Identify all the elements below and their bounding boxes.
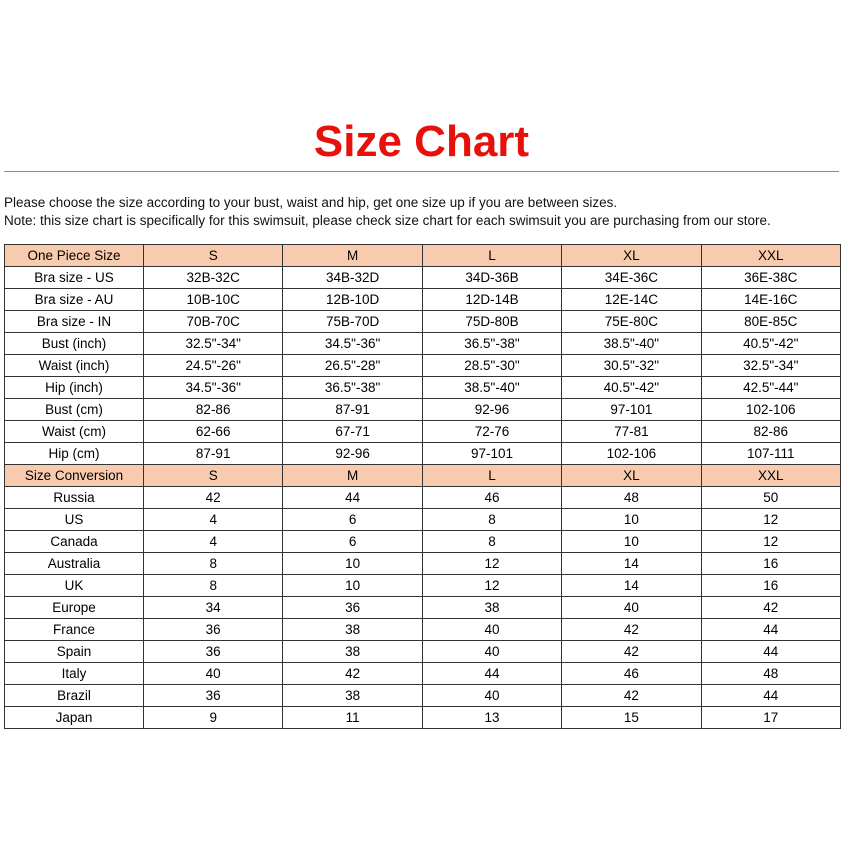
- table-cell: 44: [283, 487, 422, 509]
- table-cell: 32.5"-34": [144, 333, 283, 355]
- table-cell: 26.5"-28": [283, 355, 422, 377]
- table-cell: 24.5"-26": [144, 355, 283, 377]
- table-cell: 62-66: [144, 421, 283, 443]
- table-cell: 92-96: [283, 443, 422, 465]
- table-cell: 87-91: [144, 443, 283, 465]
- table-cell: 102-106: [562, 443, 701, 465]
- table-cell: 75D-80B: [422, 311, 561, 333]
- table-cell: 38: [422, 597, 561, 619]
- page-title: Size Chart: [313, 117, 530, 166]
- size-header-cell: L: [422, 465, 561, 487]
- table-row: [5, 333, 841, 355]
- table-row: [5, 487, 841, 509]
- table-cell: 4: [144, 509, 283, 531]
- table-cell: 40: [422, 641, 561, 663]
- row-label-cell: Waist (inch): [5, 355, 144, 377]
- table-cell: 87-91: [283, 399, 422, 421]
- table-cell: 40.5"-42": [562, 377, 701, 399]
- table-row: [5, 289, 841, 311]
- table-cell: 38: [283, 685, 422, 707]
- size-header-cell: XXL: [701, 465, 840, 487]
- table-cell: 9: [144, 707, 283, 729]
- table-cell: 10: [283, 553, 422, 575]
- table-cell: 42: [562, 619, 701, 641]
- table-cell: 14: [562, 575, 701, 597]
- table-row: [5, 663, 841, 685]
- table-cell: 36.5"-38": [283, 377, 422, 399]
- table-cell: 42: [562, 685, 701, 707]
- row-label-cell: Hip (inch): [5, 377, 144, 399]
- table-row: [5, 685, 841, 707]
- table-cell: 48: [701, 663, 840, 685]
- table-cell: 12E-14C: [562, 289, 701, 311]
- row-label-cell: Italy: [5, 663, 144, 685]
- table-cell: 34B-32D: [283, 267, 422, 289]
- table-cell: 40.5"-42": [701, 333, 840, 355]
- row-label-cell: One Piece Size: [5, 245, 144, 267]
- table-cell: 34: [144, 597, 283, 619]
- table-cell: 12: [422, 553, 561, 575]
- row-label-cell: US: [5, 509, 144, 531]
- table-cell: 97-101: [422, 443, 561, 465]
- table-cell: 38.5"-40": [422, 377, 561, 399]
- measurement-header-row: [5, 245, 841, 267]
- size-header-cell: S: [144, 245, 283, 267]
- table-cell: 13: [422, 707, 561, 729]
- row-label-cell: Japan: [5, 707, 144, 729]
- table-row: [5, 377, 841, 399]
- table-cell: 107-111: [701, 443, 840, 465]
- size-header-cell: M: [283, 465, 422, 487]
- table-cell: 10B-10C: [144, 289, 283, 311]
- table-cell: 16: [701, 553, 840, 575]
- table-row: [5, 509, 841, 531]
- table-row: [5, 707, 841, 729]
- table-cell: 12D-14B: [422, 289, 561, 311]
- table-cell: 36: [144, 641, 283, 663]
- table-cell: 44: [701, 641, 840, 663]
- table-cell: 40: [422, 619, 561, 641]
- table-cell: 44: [701, 685, 840, 707]
- table-cell: 44: [422, 663, 561, 685]
- row-label-cell: Russia: [5, 487, 144, 509]
- size-advice-text: Please choose the size according to your bust, waist and hip, get one size up if you are between sizes.: [4, 195, 618, 210]
- table-cell: 6: [283, 509, 422, 531]
- row-label-cell: France: [5, 619, 144, 641]
- table-cell: 75E-80C: [562, 311, 701, 333]
- table-cell: 42: [562, 641, 701, 663]
- table-row: [5, 443, 841, 465]
- table-cell: 42: [701, 597, 840, 619]
- table-cell: 11: [283, 707, 422, 729]
- table-cell: 38: [283, 619, 422, 641]
- row-label-cell: Bra size - IN: [5, 311, 144, 333]
- table-cell: 8: [422, 531, 561, 553]
- size-notes: [4, 194, 839, 230]
- table-cell: 30.5"-32": [562, 355, 701, 377]
- table-cell: 77-81: [562, 421, 701, 443]
- table-cell: 40: [144, 663, 283, 685]
- table-cell: 50: [701, 487, 840, 509]
- row-label-cell: Europe: [5, 597, 144, 619]
- size-header-cell: XL: [562, 465, 701, 487]
- table-cell: 38.5"-40": [562, 333, 701, 355]
- table-cell: 16: [701, 575, 840, 597]
- size-header-cell: XXL: [701, 245, 840, 267]
- table-row: [5, 421, 841, 443]
- row-label-cell: Canada: [5, 531, 144, 553]
- table-cell: 38: [283, 641, 422, 663]
- table-cell: 14E-16C: [701, 289, 840, 311]
- table-cell: 17: [701, 707, 840, 729]
- table-cell: 102-106: [701, 399, 840, 421]
- table-cell: 46: [422, 487, 561, 509]
- size-header-cell: S: [144, 465, 283, 487]
- table-row: [5, 597, 841, 619]
- row-label-cell: Size Conversion: [5, 465, 144, 487]
- table-cell: 4: [144, 531, 283, 553]
- table-cell: 72-76: [422, 421, 561, 443]
- size-chart-note-text: Note: this size chart is specifically for this swimsuit, please check size chart for each swimsuit you are purchasing from our store.: [4, 213, 771, 228]
- table-cell: 48: [562, 487, 701, 509]
- table-cell: 10: [562, 531, 701, 553]
- table-cell: 42: [283, 663, 422, 685]
- table-cell: 12: [701, 509, 840, 531]
- table-row: [5, 531, 841, 553]
- table-cell: 40: [422, 685, 561, 707]
- table-cell: 82-86: [144, 399, 283, 421]
- table-cell: 36.5"-38": [422, 333, 561, 355]
- table-cell: 80E-85C: [701, 311, 840, 333]
- table-row: [5, 399, 841, 421]
- size-chart-table: [4, 244, 841, 729]
- table-cell: 92-96: [422, 399, 561, 421]
- row-label-cell: Australia: [5, 553, 144, 575]
- title-divider: [4, 171, 839, 172]
- row-label-cell: Waist (cm): [5, 421, 144, 443]
- table-cell: 10: [283, 575, 422, 597]
- table-cell: 40: [562, 597, 701, 619]
- size-header-cell: L: [422, 245, 561, 267]
- row-label-cell: UK: [5, 575, 144, 597]
- table-cell: 14: [562, 553, 701, 575]
- table-cell: 15: [562, 707, 701, 729]
- size-chart-table-body: [5, 245, 841, 729]
- table-cell: 75B-70D: [283, 311, 422, 333]
- row-label-cell: Bust (cm): [5, 399, 144, 421]
- table-cell: 42.5"-44": [701, 377, 840, 399]
- table-cell: 34E-36C: [562, 267, 701, 289]
- table-cell: 28.5"-30": [422, 355, 561, 377]
- table-cell: 97-101: [562, 399, 701, 421]
- table-row: [5, 575, 841, 597]
- table-cell: 42: [144, 487, 283, 509]
- table-cell: 10: [562, 509, 701, 531]
- table-row: [5, 311, 841, 333]
- table-cell: 8: [144, 575, 283, 597]
- size-header-cell: XL: [562, 245, 701, 267]
- table-row: [5, 553, 841, 575]
- table-cell: 8: [422, 509, 561, 531]
- table-cell: 82-86: [701, 421, 840, 443]
- conversion-header-row: [5, 465, 841, 487]
- table-cell: 32B-32C: [144, 267, 283, 289]
- row-label-cell: Bra size - AU: [5, 289, 144, 311]
- row-label-cell: Spain: [5, 641, 144, 663]
- table-cell: 12: [701, 531, 840, 553]
- row-label-cell: Bust (inch): [5, 333, 144, 355]
- table-row: [5, 641, 841, 663]
- table-cell: 36: [283, 597, 422, 619]
- table-cell: 67-71: [283, 421, 422, 443]
- table-cell: 36E-38C: [701, 267, 840, 289]
- table-row: [5, 355, 841, 377]
- table-cell: 12B-10D: [283, 289, 422, 311]
- table-cell: 32.5"-34": [701, 355, 840, 377]
- table-cell: 36: [144, 619, 283, 641]
- table-cell: 34.5"-36": [283, 333, 422, 355]
- table-cell: 8: [144, 553, 283, 575]
- table-cell: 34D-36B: [422, 267, 561, 289]
- table-cell: 70B-70C: [144, 311, 283, 333]
- row-label-cell: Brazil: [5, 685, 144, 707]
- table-cell: 44: [701, 619, 840, 641]
- table-cell: 12: [422, 575, 561, 597]
- size-header-cell: M: [283, 245, 422, 267]
- table-row: [5, 619, 841, 641]
- row-label-cell: Bra size - US: [5, 267, 144, 289]
- row-label-cell: Hip (cm): [5, 443, 144, 465]
- table-cell: 34.5"-36": [144, 377, 283, 399]
- table-row: [5, 267, 841, 289]
- table-cell: 36: [144, 685, 283, 707]
- table-cell: 46: [562, 663, 701, 685]
- table-cell: 6: [283, 531, 422, 553]
